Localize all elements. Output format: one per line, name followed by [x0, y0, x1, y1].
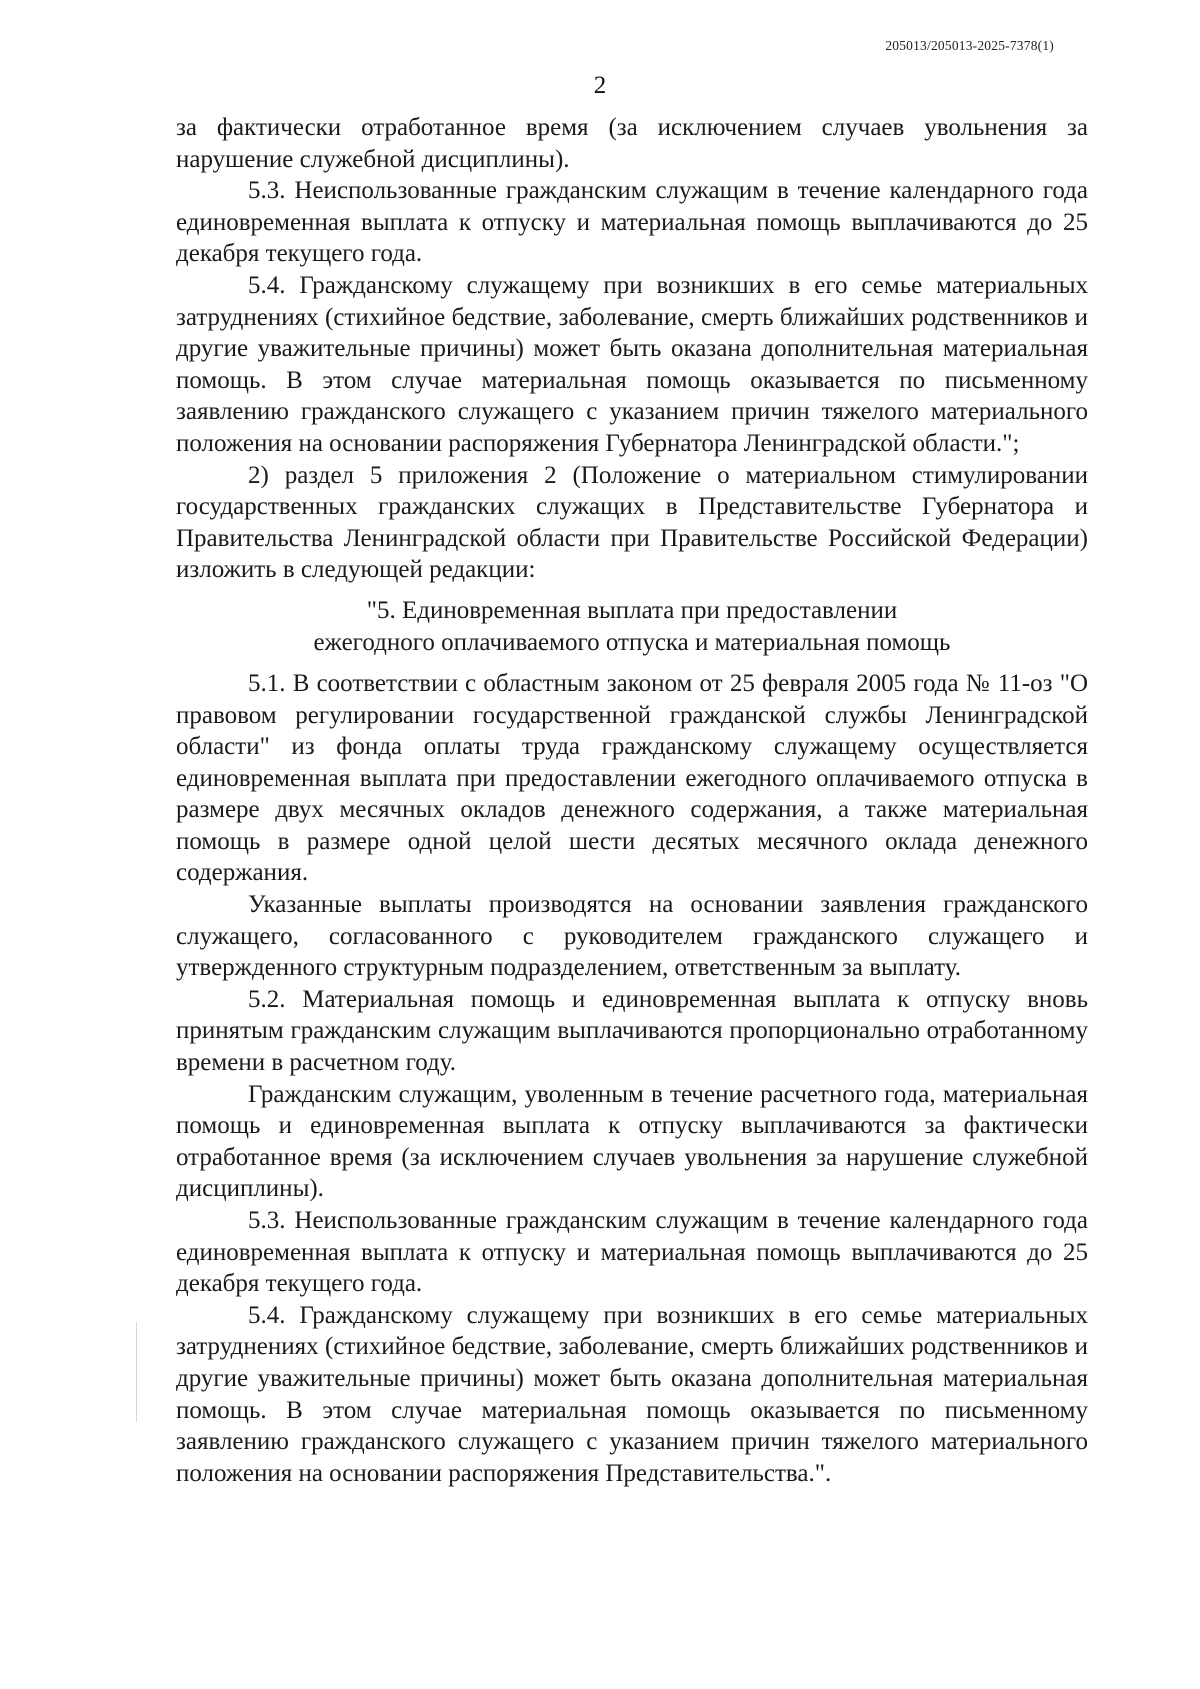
paragraph-5-2: 5.2. Материальная помощь и единовременная выплата к отпуску вновь принятым гражданским служащим выплачиваются пропорционально отработанному времени в расчетном году.	[176, 985, 1088, 1077]
section-heading-line-1: "5. Единовременная выплата при предоставлении	[366, 596, 898, 624]
document-id: 205013/205013-2025-7378(1)	[885, 38, 1054, 53]
paragraph-payments-basis: Указанные выплаты производятся на основании заявления гражданского служащего, согласованного с руководителем гражданского служащего и утвержденного структурным подразделением, ответственным за выплату.	[176, 891, 1088, 982]
page-number: 2	[593, 72, 607, 99]
paragraph-amendment-2: 2) раздел 5 приложения 2 (Положение о материальном стимулировании государственных гражданских служащих в Представительстве Губернатора и Правительства Ленинградской области при Правительстве Российской Федерации) изложить в следующей редакции:	[176, 461, 1088, 584]
paragraph-5-1: 5.1. В соответствии с областным законом от 25 февраля 2005 года № 11-оз "О правовом регулировании государственной гражданской службы Ленинградской области" из фонда оплаты труда гражданскому служащему осуществляется единовременная выплата при предоставлении ежегодного оплачиваемого отпуска в размере двух месячных окладов денежного содержания, а также материальная помощь в размере одной целой шести десятых месячного оклада денежного содержания.	[176, 669, 1088, 887]
document-body	[176, 112, 1088, 1489]
paragraph-5-3: 5.3. Неиспользованные гражданским служащим в течение календарного года единовременная выплата к отпуску и материальная помощь выплачиваются до 25 декабря текущего года.	[176, 177, 1088, 268]
paragraph-continuation: за фактически отработанное время (за исключением случаев увольнения за нарушение служебной дисциплины).	[176, 114, 1088, 173]
scan-margin-mark	[136, 1322, 137, 1422]
paragraph-5-4-new: 5.4. Гражданскому служащему при возникших в его семье материальных затруднениях (стихийное бедствие, заболевание, смерть ближайших родственников и другие уважительные причины) может быть оказана дополнительная материальная помощь. В этом случае материальная помощь оказывается по письменному заявлению гражданского служащего с указанием причин тяжелого материального положения на основании распоряжения Представительства.".	[176, 1301, 1088, 1487]
paragraph-dismissed: Гражданским служащим, уволенным в течение расчетного года, материальная помощь и единовременная выплата к отпуску выплачиваются за фактически отработанное время (за исключением случаев увольнения за нарушение служебной дисциплины).	[176, 1080, 1088, 1203]
section-heading	[176, 595, 1088, 659]
paragraph-5-4: 5.4. Гражданскому служащему при возникших в его семье материальных затруднениях (стихийное бедствие, заболевание, смерть ближайших родственников и другие уважительные причины) может быть оказана дополнительная материальная помощь. В этом случае материальная помощь оказывается по письменному заявлению гражданского служащего с указанием причин тяжелого материального положения на основании распоряжения Губернатора Ленинградской области.";	[176, 271, 1088, 457]
paragraph-5-3-new: 5.3. Неиспользованные гражданским служащим в течение календарного года единовременная выплата к отпуску и материальная помощь выплачиваются до 25 декабря текущего года.	[176, 1207, 1088, 1298]
section-heading-line-2: ежегодного оплачиваемого отпуска и материальная помощь	[313, 628, 951, 656]
